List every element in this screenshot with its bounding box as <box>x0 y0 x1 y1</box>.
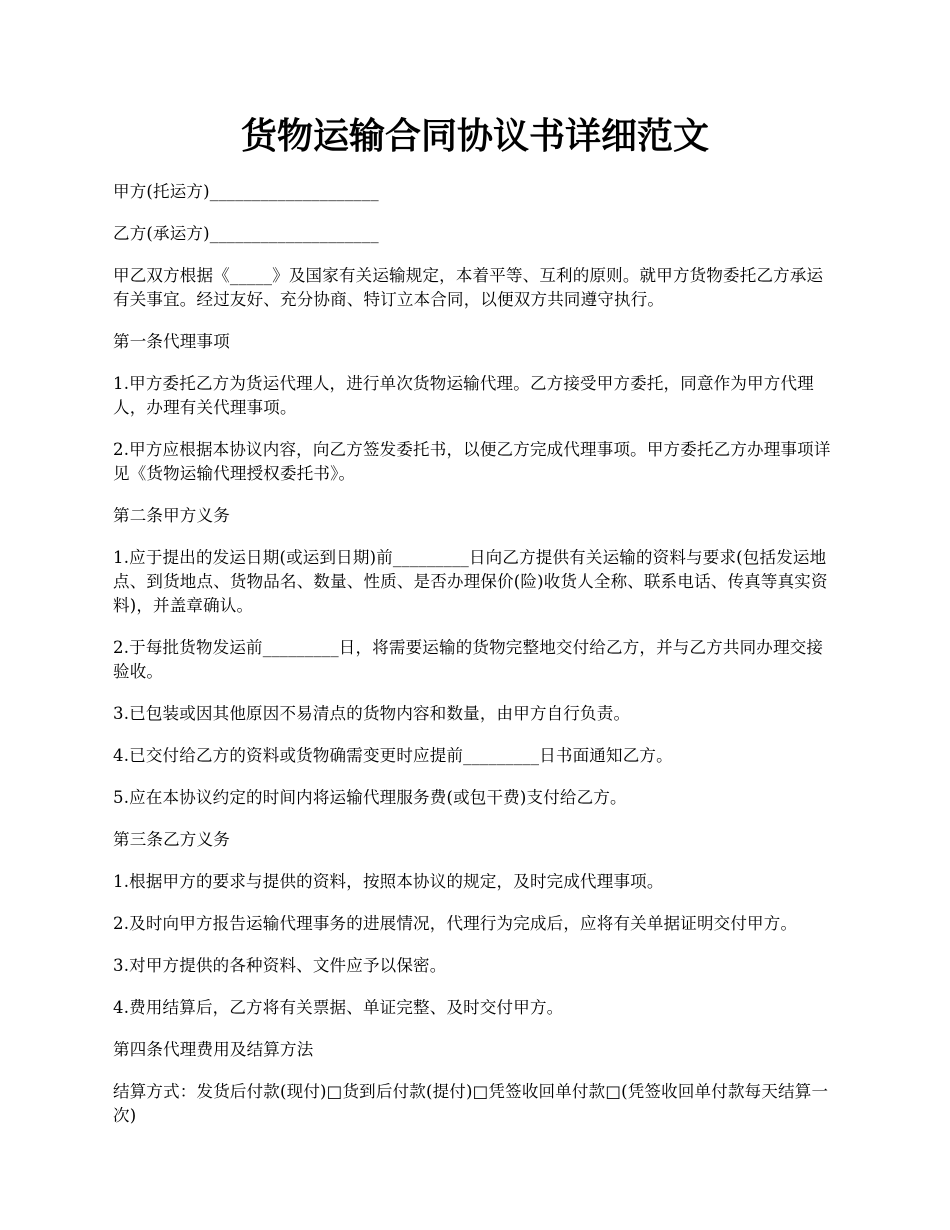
clause-2-4: 4.已交付给乙方的资料或货物确需变更时应提前_________日书面通知乙方。 <box>113 746 673 765</box>
document-title: 货物运输合同协议书详细范文 <box>240 115 709 157</box>
section-heading-2: 第二条甲方义务 <box>113 506 230 525</box>
clause-2-3: 3.已包装或因其他原因不易清点的货物内容和数量，由甲方自行负责。 <box>113 704 631 723</box>
clause-1-2: 2.甲方应根据本协议内容，向乙方签发委托书，以便乙方完成代理事项。甲方委托乙方办理事项详见《货物运输代理授权委托书》。 <box>113 440 831 483</box>
clause-3-1: 1.根据甲方的要求与提供的资料，按照本协议的规定，及时完成代理事项。 <box>113 872 664 891</box>
clause-3-2: 2.及时向甲方报告运输代理事务的进展情况，代理行为完成后，应将有关单据证明交付甲方。 <box>113 914 798 933</box>
settlement-method: 结算方式：发货后付款(现付)□货到后付款(提付)□凭签收回单付款□(凭签收回单付款每天结算一次) <box>113 1082 829 1125</box>
clause-2-2: 2.于每批货物发运前_________日，将需要运输的货物完整地交付给乙方，并与乙方共同办理交接验收。 <box>113 638 824 681</box>
document-body <box>113 180 838 1146</box>
section-heading-1: 第一条代理事项 <box>113 332 230 351</box>
section-heading-3: 第三条乙方义务 <box>113 830 230 849</box>
section-heading-4: 第四条代理费用及结算方法 <box>113 1040 314 1059</box>
party-b-line: 乙方(承运方)____________________ <box>113 224 379 243</box>
clause-2-1: 1.应于提出的发运日期(或运到日期)前_________日向乙方提供有关运输的资料与要求(包括发运地点、到货地点、货物品名、数量、性质、是否办理保价(险)收货人全称、联系电话、传真等真实资料)，并盖章确认。 <box>113 548 828 615</box>
clause-1-1: 1.甲方委托乙方为货运代理人，进行单次货物运输代理。乙方接受甲方委托，同意作为甲方代理人，办理有关代理事项。 <box>113 374 814 417</box>
clause-3-3: 3.对甲方提供的各种资料、文件应予以保密。 <box>113 956 447 975</box>
clause-3-4: 4.费用结算后，乙方将有关票据、单证完整、及时交付甲方。 <box>113 998 564 1017</box>
preamble-paragraph: 甲乙双方根据《_____》及国家有关运输规定，本着平等、互利的原则。就甲方货物委托乙方承运有关事宜。经过友好、充分协商、特订立本合同，以便双方共同遵守执行。 <box>113 266 824 309</box>
party-a-line: 甲方(托运方)____________________ <box>113 182 379 201</box>
clause-2-5: 5.应在本协议约定的时间内将运输代理服务费(或包干费)支付给乙方。 <box>113 788 627 807</box>
